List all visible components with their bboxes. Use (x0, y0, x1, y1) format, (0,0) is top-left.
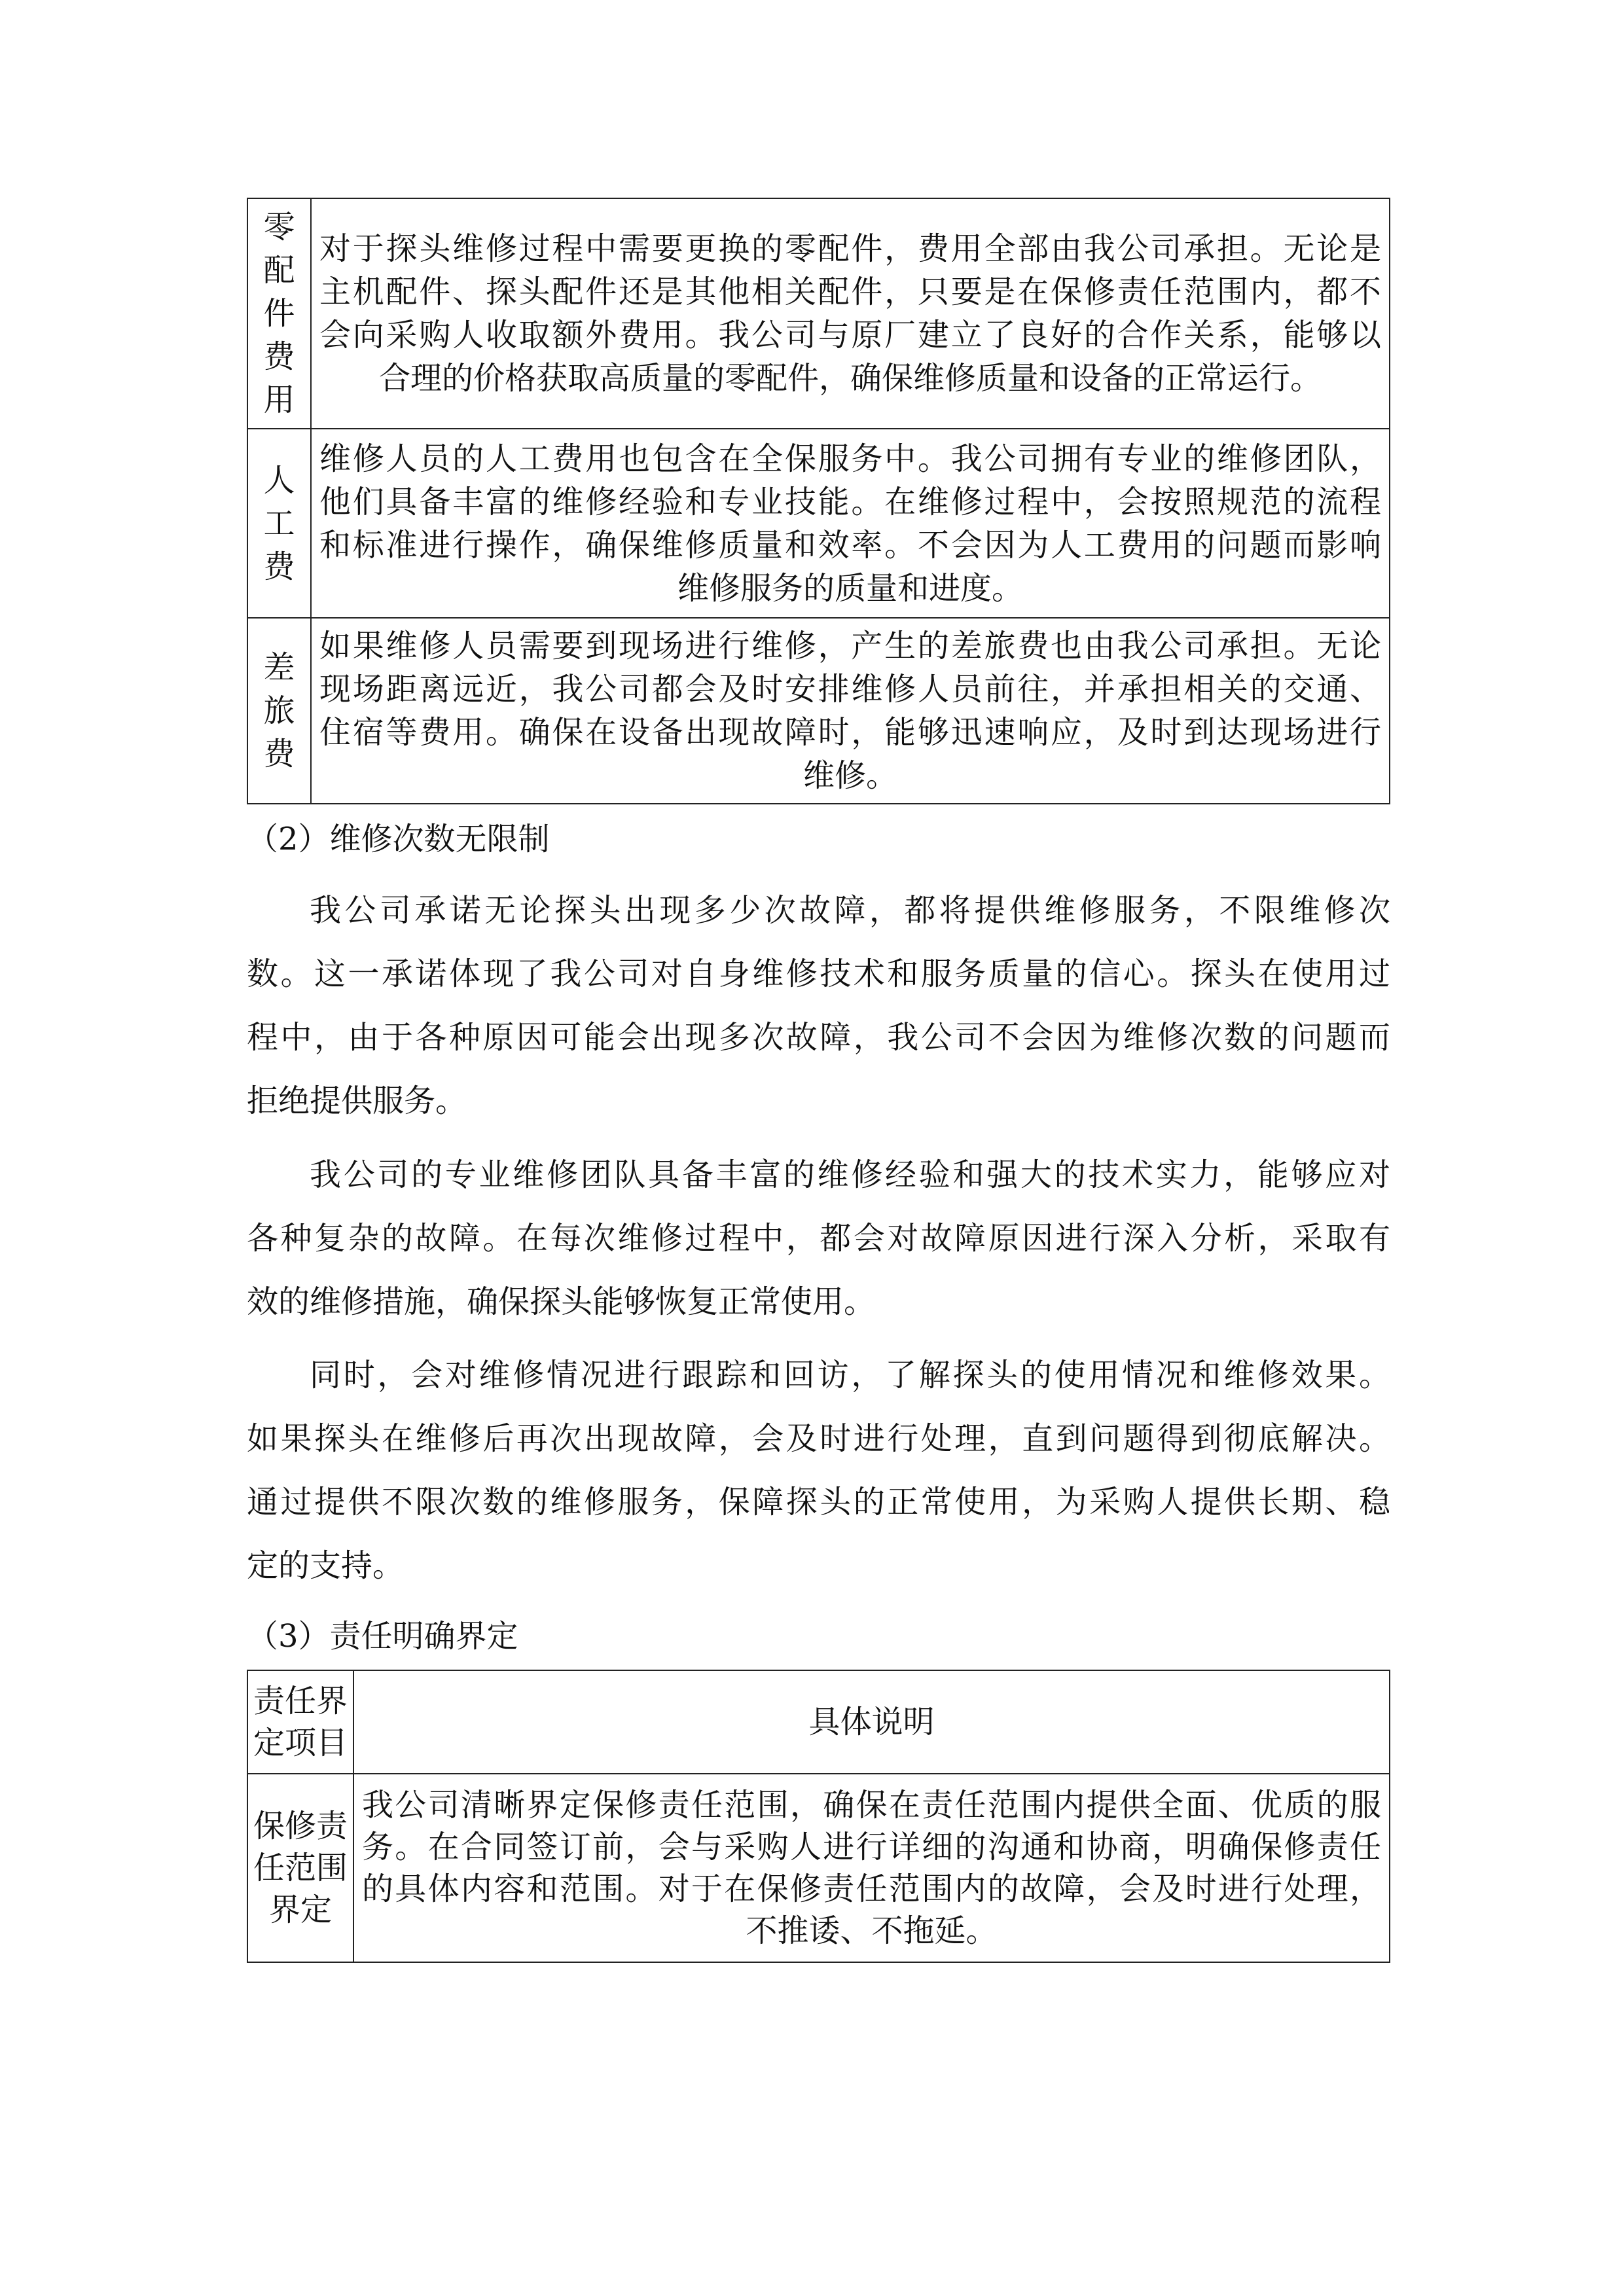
text-line: 责任界 (253, 1683, 348, 1719)
row-label (248, 1774, 354, 1962)
text-line: 不推诿、不拖延。 (746, 1912, 998, 1949)
text-line: 通过提供不限次数的维修服务，保障探头的正常使用，为采购人提供长期、稳 (247, 1484, 1390, 1520)
text-line: 任范围 (253, 1850, 348, 1886)
row-label (248, 429, 312, 617)
text-line: 旅 (263, 692, 295, 729)
text-line: 零 (263, 209, 295, 245)
text-line: 维修。 (803, 757, 897, 794)
text-line: 界定 (268, 1892, 332, 1928)
text-line: 他们具备丰富的维修经验和专业技能。在维修过程中，会按照规范的流程 (319, 483, 1381, 520)
text-line: 同时，会对维修情况进行跟踪和回访，了解探头的使用情况和维修效果。 (310, 1357, 1390, 1393)
text-line: 保修责 (253, 1808, 348, 1844)
text-line: 拒绝提供服务。 (247, 1083, 467, 1119)
header-label (248, 1671, 354, 1773)
table-header-row (248, 1671, 1389, 1773)
text-line: 住宿等费用。确保在设备出现故障时，能够迅速响应，及时到达现场进行 (319, 714, 1381, 751)
row-label (248, 619, 312, 803)
row-description (354, 1774, 1389, 1962)
header-description (354, 1671, 1389, 1773)
paragraph (247, 1344, 1390, 1598)
row-label (248, 199, 312, 428)
text-line: 差 (263, 649, 295, 686)
text-line: 费 (263, 338, 295, 375)
responsibility-table (247, 1670, 1390, 1963)
row-description (312, 619, 1389, 803)
text-line: 我公司承诺无论探头出现多少次故障，都将提供维修服务，不限维修次 (310, 892, 1390, 929)
text-line: 现场距离远近，我公司都会及时安排维修人员前往，并承担相关的交通、 (319, 671, 1381, 708)
text-line: 对于探头维修过程中需要更换的零配件，费用全部由我公司承担。无论是 (319, 230, 1381, 267)
table-row-parts-cost (248, 199, 1389, 428)
text-line: 务。在合同签订前，会与采购人进行详细的沟通和协商，明确保修责任 (362, 1829, 1381, 1865)
text-line: 定的支持。 (247, 1547, 405, 1584)
text-line: 的具体内容和范围。对于在保修责任范围内的故障，会及时进行处理， (362, 1871, 1381, 1907)
text-line: 效的维修措施，确保探头能够恢复正常使用。 (247, 1283, 876, 1320)
text-line: 人 (263, 461, 295, 499)
section-heading: （2）维修次数无限制 (247, 821, 550, 857)
text-line: 会向采购人收取额外费用。我公司与原厂建立了良好的合作关系，能够以 (319, 317, 1381, 353)
text-line: 工 (263, 505, 295, 542)
text-line: 维修服务的质量和进度。 (677, 569, 1023, 607)
table-row-labor-cost (248, 428, 1389, 617)
text-line: 件 (263, 295, 295, 332)
text-line: 合理的价格获取高质量的零配件，确保维修质量和设备的正常运行。 (378, 360, 1322, 397)
text-line: 我公司清晰界定保修责任范围，确保在责任范围内提供全面、优质的服 (362, 1787, 1381, 1823)
row-description (312, 199, 1389, 428)
cost-table (247, 198, 1390, 804)
text-line: 具体说明 (808, 1704, 935, 1740)
text-line: 费 (263, 548, 295, 585)
text-line: 定项目 (253, 1725, 348, 1761)
table-row-travel-cost (248, 617, 1389, 803)
text-line: 各种复杂的故障。在每次维修过程中，都会对故障原因进行深入分析，采取有 (247, 1220, 1390, 1257)
paragraph (247, 1143, 1390, 1334)
text-line: 维修人员的人工费用也包含在全保服务中。我公司拥有专业的维修团队， (319, 440, 1381, 477)
text-line: 和标准进行操作，确保维修质量和效率。不会因为人工费用的问题而影响 (319, 526, 1381, 564)
paragraph (247, 879, 1390, 1133)
text-line: 如果探头在维修后再次出现故障，会及时进行处理，直到问题得到彻底解决。 (247, 1420, 1390, 1457)
text-line: 程中，由于各种原因可能会出现多次故障，我公司不会因为维修次数的问题而 (247, 1019, 1390, 1056)
row-description (312, 429, 1389, 617)
text-line: 用 (263, 382, 295, 418)
text-line: 如果维修人员需要到现场进行维修，产生的差旅费也由我公司承担。无论 (319, 628, 1381, 664)
section-heading: （3）责任明确界定 (247, 1618, 518, 1655)
text-line: 我公司的专业维修团队具备丰富的维修经验和强大的技术实力，能够应对 (310, 1157, 1390, 1193)
text-line: 主机配件、探头配件还是其他相关配件，只要是在保修责任范围内，都不 (319, 274, 1381, 310)
text-line: 数。这一承诺体现了我公司对自身维修技术和服务质量的信心。探头在使用过 (247, 956, 1390, 992)
text-line: 配 (263, 252, 295, 289)
text-line: 费 (263, 736, 295, 772)
table-row-warranty-scope (248, 1773, 1389, 1962)
